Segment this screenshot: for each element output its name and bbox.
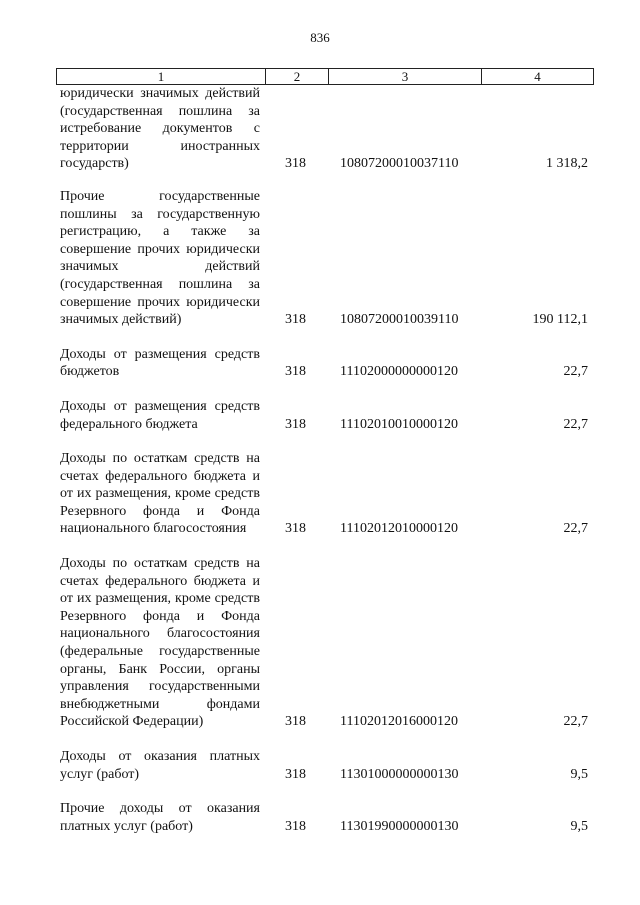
table-row [60, 398, 595, 433]
table-row [60, 800, 595, 835]
row-budget-code: 10807200010039110 [340, 312, 459, 328]
row-admin-code: 318 [285, 521, 306, 537]
row-admin-code: 318 [285, 714, 306, 730]
row-amount: 22,7 [563, 416, 588, 432]
row-amount: 22,7 [563, 364, 588, 380]
page-number: 836 [310, 30, 330, 45]
row-admin-code: 318 [285, 766, 306, 782]
table-row [60, 346, 595, 381]
table-row [60, 85, 595, 173]
row-amount: 190 112,1 [532, 312, 588, 328]
row-budget-code: 11301990000000130 [340, 818, 459, 834]
table-row [60, 748, 595, 783]
row-name: Доходы по остаткам средств на счетах федерального бюджета и от их размещения, кроме средств Резервного фонда и Фонда национального благосостояния (федеральные государственные органы, Банк России, органы управления государственными внебюджетными фондами Российской Федерации) [60, 556, 260, 730]
header-col-2: 2 [266, 69, 329, 84]
row-name: Доходы от размещения средств федерального бюджета [60, 398, 260, 432]
row-admin-code: 318 [285, 156, 306, 172]
table-row [60, 188, 595, 329]
row-name: Прочие государственные пошлины за государственную регистрацию, а также за совершение прочих юридически значимых действий (государственная пошлина за совершение прочих юридически значимых действий) [60, 188, 260, 328]
row-amount: 9,5 [570, 818, 588, 834]
row-name: Доходы по остаткам средств на счетах федерального бюджета и от их размещения, кроме средств Резервного фонда и Фонда национального благосостояния [60, 451, 260, 537]
row-amount: 9,5 [570, 766, 588, 782]
header-col-3: 3 [329, 69, 482, 84]
table-body [60, 85, 595, 852]
table-row [60, 555, 595, 731]
row-budget-code: 10807200010037110 [340, 156, 459, 172]
header-col-4: 4 [534, 69, 541, 84]
table-row [60, 450, 595, 538]
row-name: юридически значимых действий (государственная пошлина за истребование документов с территории иностранных государств) [60, 86, 260, 172]
table-header [56, 68, 594, 85]
row-name: Доходы от размещения средств бюджетов [60, 346, 260, 380]
row-budget-code: 11102012010000120 [340, 521, 458, 537]
row-admin-code: 318 [285, 416, 306, 432]
row-amount: 22,7 [563, 714, 588, 730]
row-amount: 22,7 [563, 521, 588, 537]
row-amount: 1 318,2 [546, 156, 588, 172]
row-admin-code: 318 [285, 312, 306, 328]
row-name: Прочие доходы от оказания платных услуг (работ) [60, 801, 260, 834]
row-budget-code: 11301000000000130 [340, 766, 459, 782]
row-budget-code: 11102012016000120 [340, 714, 458, 730]
row-budget-code: 11102000000000120 [340, 364, 458, 380]
row-budget-code: 11102010010000120 [340, 416, 458, 432]
header-col-1: 1 [57, 69, 266, 84]
row-admin-code: 318 [285, 364, 306, 380]
row-admin-code: 318 [285, 818, 306, 834]
row-name: Доходы от оказания платных услуг (работ) [60, 749, 260, 782]
